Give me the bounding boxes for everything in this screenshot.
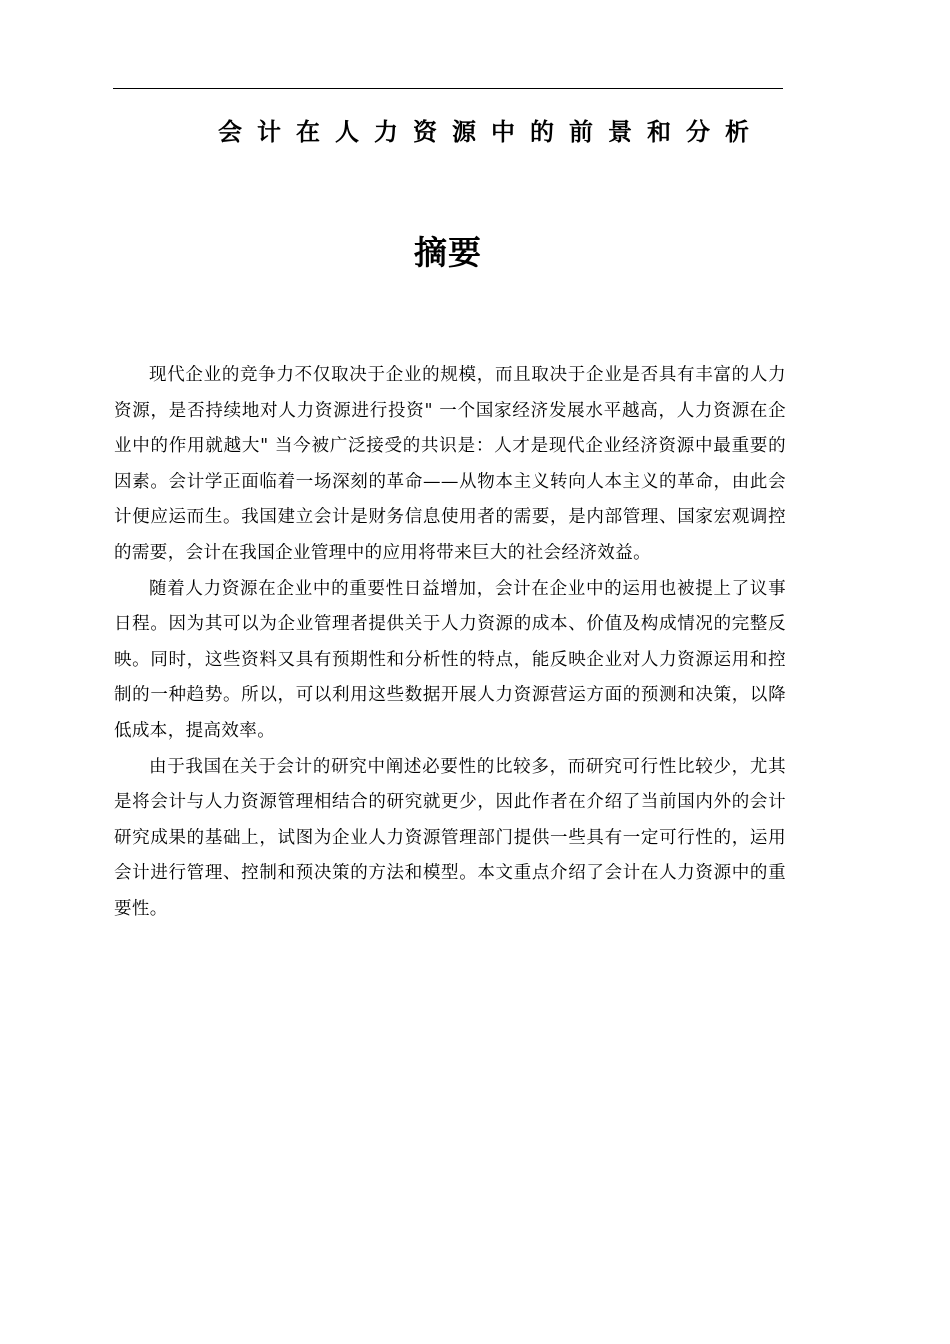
document-title: 会计在人力资源中的前景和分析 xyxy=(218,118,764,146)
header-rule xyxy=(113,88,783,89)
abstract-heading: 摘要 xyxy=(414,233,482,272)
abstract-paragraph-1: 现代企业的竞争力不仅取决于企业的规模，而且取决于企业是否具有丰富的人力资源，是否持续地对人力资源进行投资" 一个国家经济发展水平越高，人力资源在企业中的作用就越大" 当今被广泛接受的共识是：人才是现代企业经济资源中最重要的因素。会计学正面临着一场深刻的革命——从物本主义转向人本主义的革命，由此会计便应运而生。我国建立会计是财务信息使用者的需要，是内部管理、国家宏观调控的需要，会计在我国企业管理中的应用将带来巨大的社会经济效益。 xyxy=(114,365,786,563)
abstract-body xyxy=(114,358,786,928)
abstract-paragraph-2: 随着人力资源在企业中的重要性日益增加，会计在企业中的运用也被提上了议事日程。因为其可以为企业管理者提供关于人力资源的成本、价值及构成情况的完整反映。同时，这些资料又具有预期性和分析性的特点，能反映企业对人力资源运用和控制的一种趋势。所以，可以利用这些数据开展人力资源营运方面的预测和决策，以降低成本，提高效率。 xyxy=(114,578,786,741)
abstract-paragraph-3: 由于我国在关于会计的研究中阐述必要性的比较多，而研究可行性比较少，尤其是将会计与人力资源管理相结合的研究就更少，因此作者在介绍了当前国内外的会计研究成果的基础上，试图为企业人力资源管理部门提供一些具有一定可行性的，运用会计进行管理、控制和预决策的方法和模型。本文重点介绍了会计在人力资源中的重要性。 xyxy=(114,756,786,919)
